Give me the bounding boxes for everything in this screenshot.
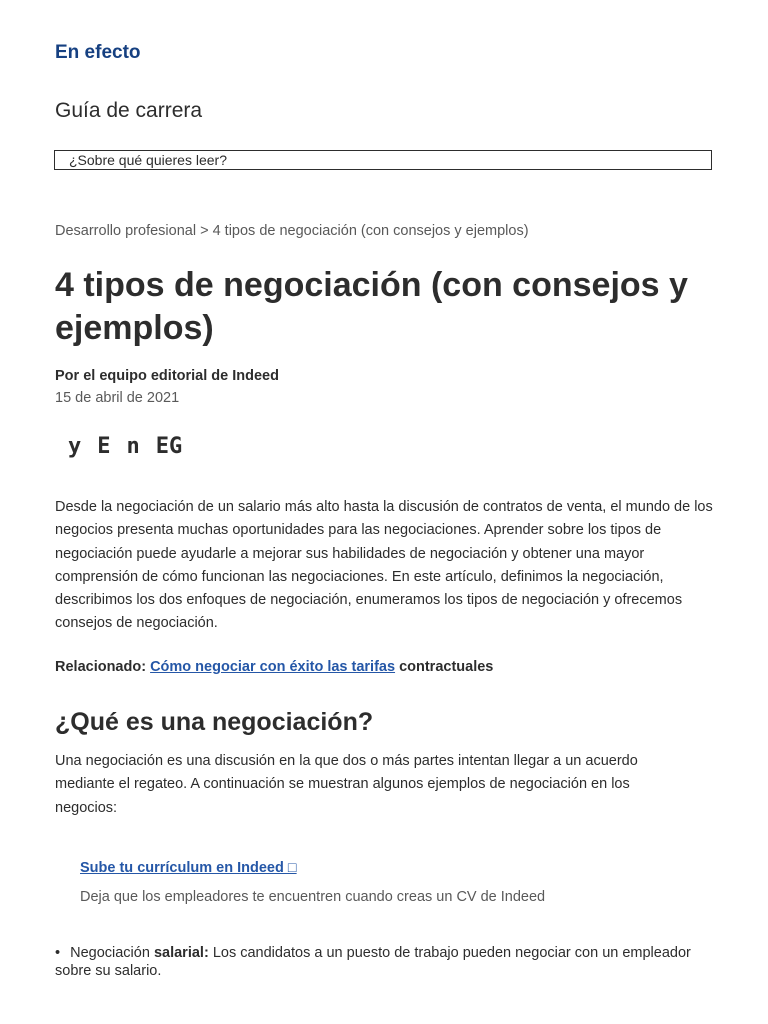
search-input[interactable]	[55, 151, 711, 169]
section-heading: ¿Qué es una negociación?	[55, 708, 374, 736]
section-paragraph: Una negociación es una discusión en la que dos o más partes intentan llegar a un acuerdo mediante el regateo. A continuación se muestran algunos ejemplos de negociación en los negocios:	[55, 753, 638, 816]
search-box	[54, 150, 712, 170]
share-icons	[68, 434, 198, 460]
list-item	[55, 944, 695, 980]
breadcrumb-link-desarrollo-profesional[interactable]: Desarrollo profesional	[55, 223, 197, 239]
brand-logo-link[interactable]: En efecto	[55, 42, 141, 63]
upload-resume-link[interactable]: Sube tu currículum en Indeed □	[80, 860, 297, 876]
publish-date: 15 de abril de 2021	[55, 390, 180, 406]
bullet-text: Los candidatos a un puesto de trabajo pueden negociar con un empleador sobre su salario.	[55, 945, 691, 979]
breadcrumb-separator: >	[200, 223, 209, 239]
breadcrumb-current: 4 tipos de negociación (con consejos y ejemplos)	[212, 223, 529, 239]
related-suffix: contractuales	[399, 659, 494, 675]
bullet-bold: salarial:	[153, 945, 209, 961]
share-icon-eg[interactable]: EG	[155, 434, 183, 459]
section-title: Guía de carrera	[55, 99, 203, 122]
article-title: 4 tipos de negociación (con consejos y ejemplos)	[55, 266, 688, 347]
share-icon-y[interactable]: y	[68, 434, 82, 459]
breadcrumb	[55, 222, 529, 240]
related-label: Relacionado:	[55, 659, 147, 675]
byline: Por el equipo editorial de Indeed	[55, 368, 279, 384]
intro-paragraph: Desde la negociación de un salario más alto hasta la discusión de contratos de venta, el mundo de los negocios presenta muchas oportunidades para las negociaciones. Aprender sobre los tipos de negociación puede ayudarle a mejorar sus habilidades de negociación y obtener una mayor comprensión de cómo funcionan las negociaciones. En este artículo, definimos la negociación, describimos los dos enfoques de negociación, enumeramos los tipos de negociación y ofrecemos consejos de negociación.	[55, 499, 713, 632]
bullet-prefix: Negociación	[70, 945, 150, 961]
share-icon-n[interactable]: n	[126, 434, 140, 459]
bullet-marker: •	[55, 945, 61, 961]
related-link[interactable]: Cómo negociar con éxito las tarifas	[150, 659, 396, 675]
promo-subtext: Deja que los empleadores te encuentren cuando creas un CV de Indeed	[80, 889, 546, 905]
related-line	[55, 658, 493, 676]
share-icon-e[interactable]: E	[97, 434, 111, 459]
